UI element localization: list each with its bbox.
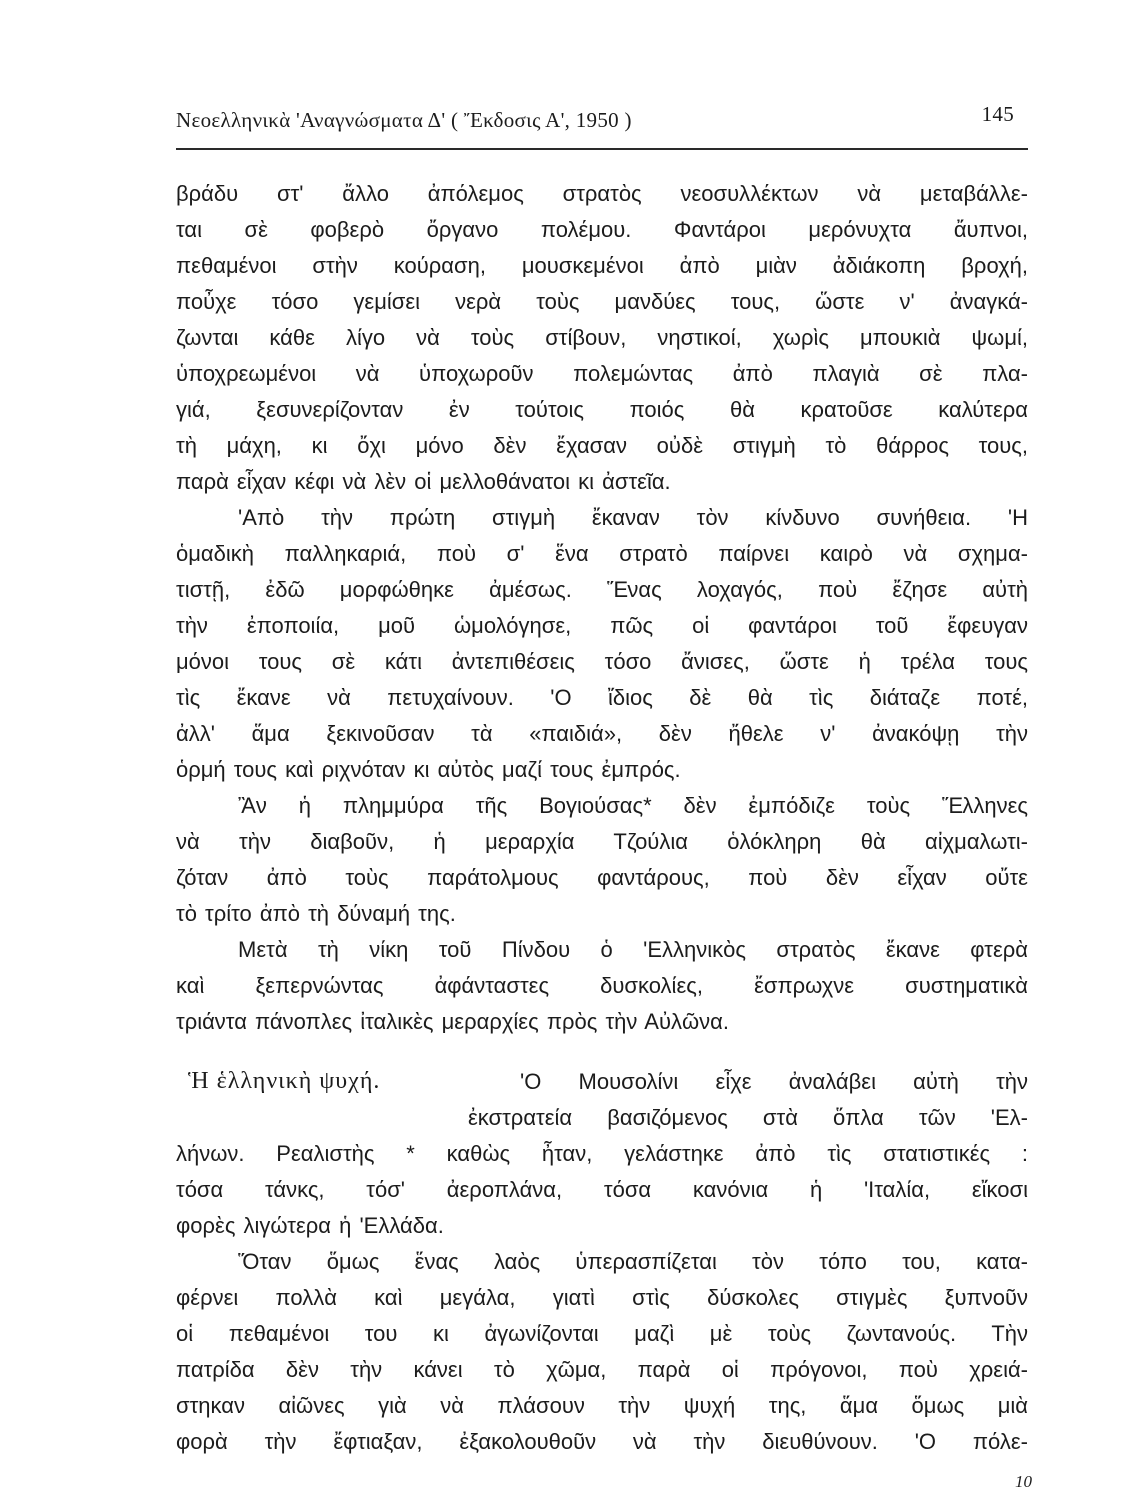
section-heading: Ἡ ἑλληνικὴ ψυχή.: [188, 1068, 381, 1094]
text-line: ὑποχρεωμένοι νὰ ὑποχωροῦν πολεμώντας ἀπὸ πλαγιὰ σὲ πλα-: [176, 361, 1028, 386]
running-header: [176, 102, 1018, 132]
text-line: ἀλλ' ἅμα ξεκινοῦσαν τὰ «παιδιά», δὲν ἤθελε ν' ἀνακόψῃ τὴν: [176, 721, 1028, 746]
text-line: τὴν ἐποποιία, μοῦ ὡμολόγησε, πῶς οἱ φαντάροι τοῦ ἔφευγαν: [176, 613, 1028, 638]
text-line: μόνοι τους σὲ κάτι ἀντεπιθέσεις τόσο ἄνισες, ὥστε ἡ τρέλα τους: [176, 649, 1028, 674]
signature-mark: 10: [1015, 1472, 1032, 1491]
text-line: Ἂν ἡ πλημμύρα τῆς Βογιούσας* δὲν ἐμπόδιζε τοὺς Ἕλληνες: [238, 793, 1028, 818]
text-line: τὶς ἔκανε νὰ πετυχαίνουν. 'Ο ἴδιος δὲ θὰ τὶς διάταζε ποτέ,: [176, 685, 1028, 710]
paragraph: [176, 788, 1028, 932]
text-line: ποὖχε τόσο γεμίσει νερὰ τοὺς μανδύες τους, ὥστε ν' ἀναγκά-: [176, 289, 1028, 314]
text-line: τὴ μάχη, κι ὄχι μόνο δὲν ἔχασαν οὐδὲ στιγμὴ τὸ θάρρος τους,: [176, 433, 1028, 458]
text-line: ἐκστρατεία βασιζόμενος στὰ ὅπλα τῶν 'Ελ-: [468, 1105, 1028, 1130]
text-line: Μετὰ τὴ νίκη τοῦ Πίνδου ὁ 'Ελληνικὸς στρατὸς ἔκανε φτερὰ: [238, 937, 1028, 962]
text-line: οἱ πεθαμένοι του κι ἀγωνίζονται μαζὶ μὲ τοὺς ζωντανούς. Τὴν: [176, 1321, 1028, 1346]
text-line: ζωνται κάθε λίγο νὰ τοὺς στίβουν, νηστικοί, χωρὶς μπουκιὰ ψωμί,: [176, 325, 1028, 350]
text-line: Ὅταν ὅμως ἕνας λαὸς ὑπερασπίζεται τὸν τόπο του, κατα-: [238, 1249, 1028, 1274]
text-line: τὸ τρίτο ἀπὸ τὴ δύναμή της.: [176, 901, 456, 926]
text-line: ζόταν ἀπὸ τοὺς παράτολμους φαντάρους, ποὺ δὲν εἶχαν οὔτε: [176, 865, 1028, 890]
body-text: [176, 176, 1028, 1460]
paragraph: [176, 500, 1028, 788]
text-line: βράδυ στ' ἄλλο ἀπόλεμος στρατὸς νεοσυλλέκτων νὰ μεταβάλλε-: [176, 181, 1028, 206]
text-line: τιστῇ, ἐδῶ μορφώθηκε ἀμέσως. Ἕνας λοχαγός, ποὺ ἔζησε αὐτὴ: [176, 577, 1028, 602]
text-line: φέρνει πολλὰ καὶ μεγάλα, γιατὶ στὶς δύσκολες στιγμὲς ξυπνοῦν: [176, 1285, 1028, 1310]
text-line: πεθαμένοι στὴν κούραση, μουσκεμένοι ἀπὸ μιὰν ἀδιάκοπη βροχή,: [176, 253, 1028, 278]
header-rule: [176, 148, 1028, 150]
text-line: στηκαν αἰῶνες γιὰ νὰ πλάσουν τὴν ψυχή της, ἅμα ὅμως μιὰ: [176, 1393, 1028, 1418]
text-line: ὁρμή τους καὶ ριχνόταν κι αὐτὸς μαζί τους ἐμπρός.: [176, 757, 681, 782]
paragraph: [176, 176, 1028, 500]
text-line: 'Ο Μουσολίνι εἶχε ἀναλάβει αὐτὴ τὴν: [520, 1069, 1028, 1094]
text-line: φορὰ τὴν ἔφτιαξαν, ἐξακολουθοῦν νὰ τὴν διευθύνουν. 'Ο πόλε-: [176, 1429, 1028, 1454]
text-line: ται σὲ φοβερὸ ὄργανο πολέμου. Φαντάροι μερόνυχτα ἄυπνοι,: [176, 217, 1028, 242]
text-line: τριάντα πάνοπλες ἰταλικὲς μεραρχίες πρὸς τὴν Αὐλῶνα.: [176, 1009, 729, 1034]
text-line: ὁμαδικὴ παλληκαριά, ποὺ σ' ἕνα στρατὸ παίρνει καιρὸ νὰ σχημα-: [176, 541, 1028, 566]
paragraph: [176, 932, 1028, 1040]
text-line: γιά, ξεσυνερίζονταν ἐν τούτοις ποιός θὰ κρατοῦσε καλύτερα: [176, 397, 1028, 422]
section-gap: [176, 1040, 1028, 1064]
text-line: καὶ ξεπερνώντας ἀφάνταστες δυσκολίες, ἔσπρωχνε συστηματικὰ: [176, 973, 1028, 998]
text-line: παρὰ εἶχαν κέφι νὰ λὲν οἱ μελλοθάνατοι κι ἀστεῖα.: [176, 469, 671, 494]
paragraph: [176, 1244, 1028, 1460]
text-line: 'Απὸ τὴν πρώτη στιγμὴ ἔκαναν τὸν κίνδυνο συνήθεια. 'Η: [238, 505, 1028, 530]
text-line: φορὲς λιγώτερα ἡ 'Ελλάδα.: [176, 1213, 444, 1238]
text-line: τόσα τάνκς, τόσ' ἀεροπλάνα, τόσα κανόνια ἡ 'Ιταλία, εἴκοσι: [176, 1177, 1028, 1202]
running-title: Νεοελληνικὰ 'Αναγνώσματα Δ' ( Ἔκδοσις Α', 1950 ): [176, 108, 632, 132]
text-line: νὰ τὴν διαβοῦν, ἡ μεραρχία Τζούλια ὁλόκληρη θὰ αἰχμαλωτι-: [176, 829, 1028, 854]
text-line: λήνων. Ρεαλιστὴς * καθὼς ἦταν, γελάστηκε ἀπὸ τὶς στατιστικές :: [176, 1141, 1028, 1166]
text-line: πατρίδα δὲν τὴν κάνει τὸ χῶμα, παρὰ οἱ πρόγονοι, ποὺ χρειά-: [176, 1357, 1028, 1382]
page-number: 145: [981, 102, 1014, 126]
